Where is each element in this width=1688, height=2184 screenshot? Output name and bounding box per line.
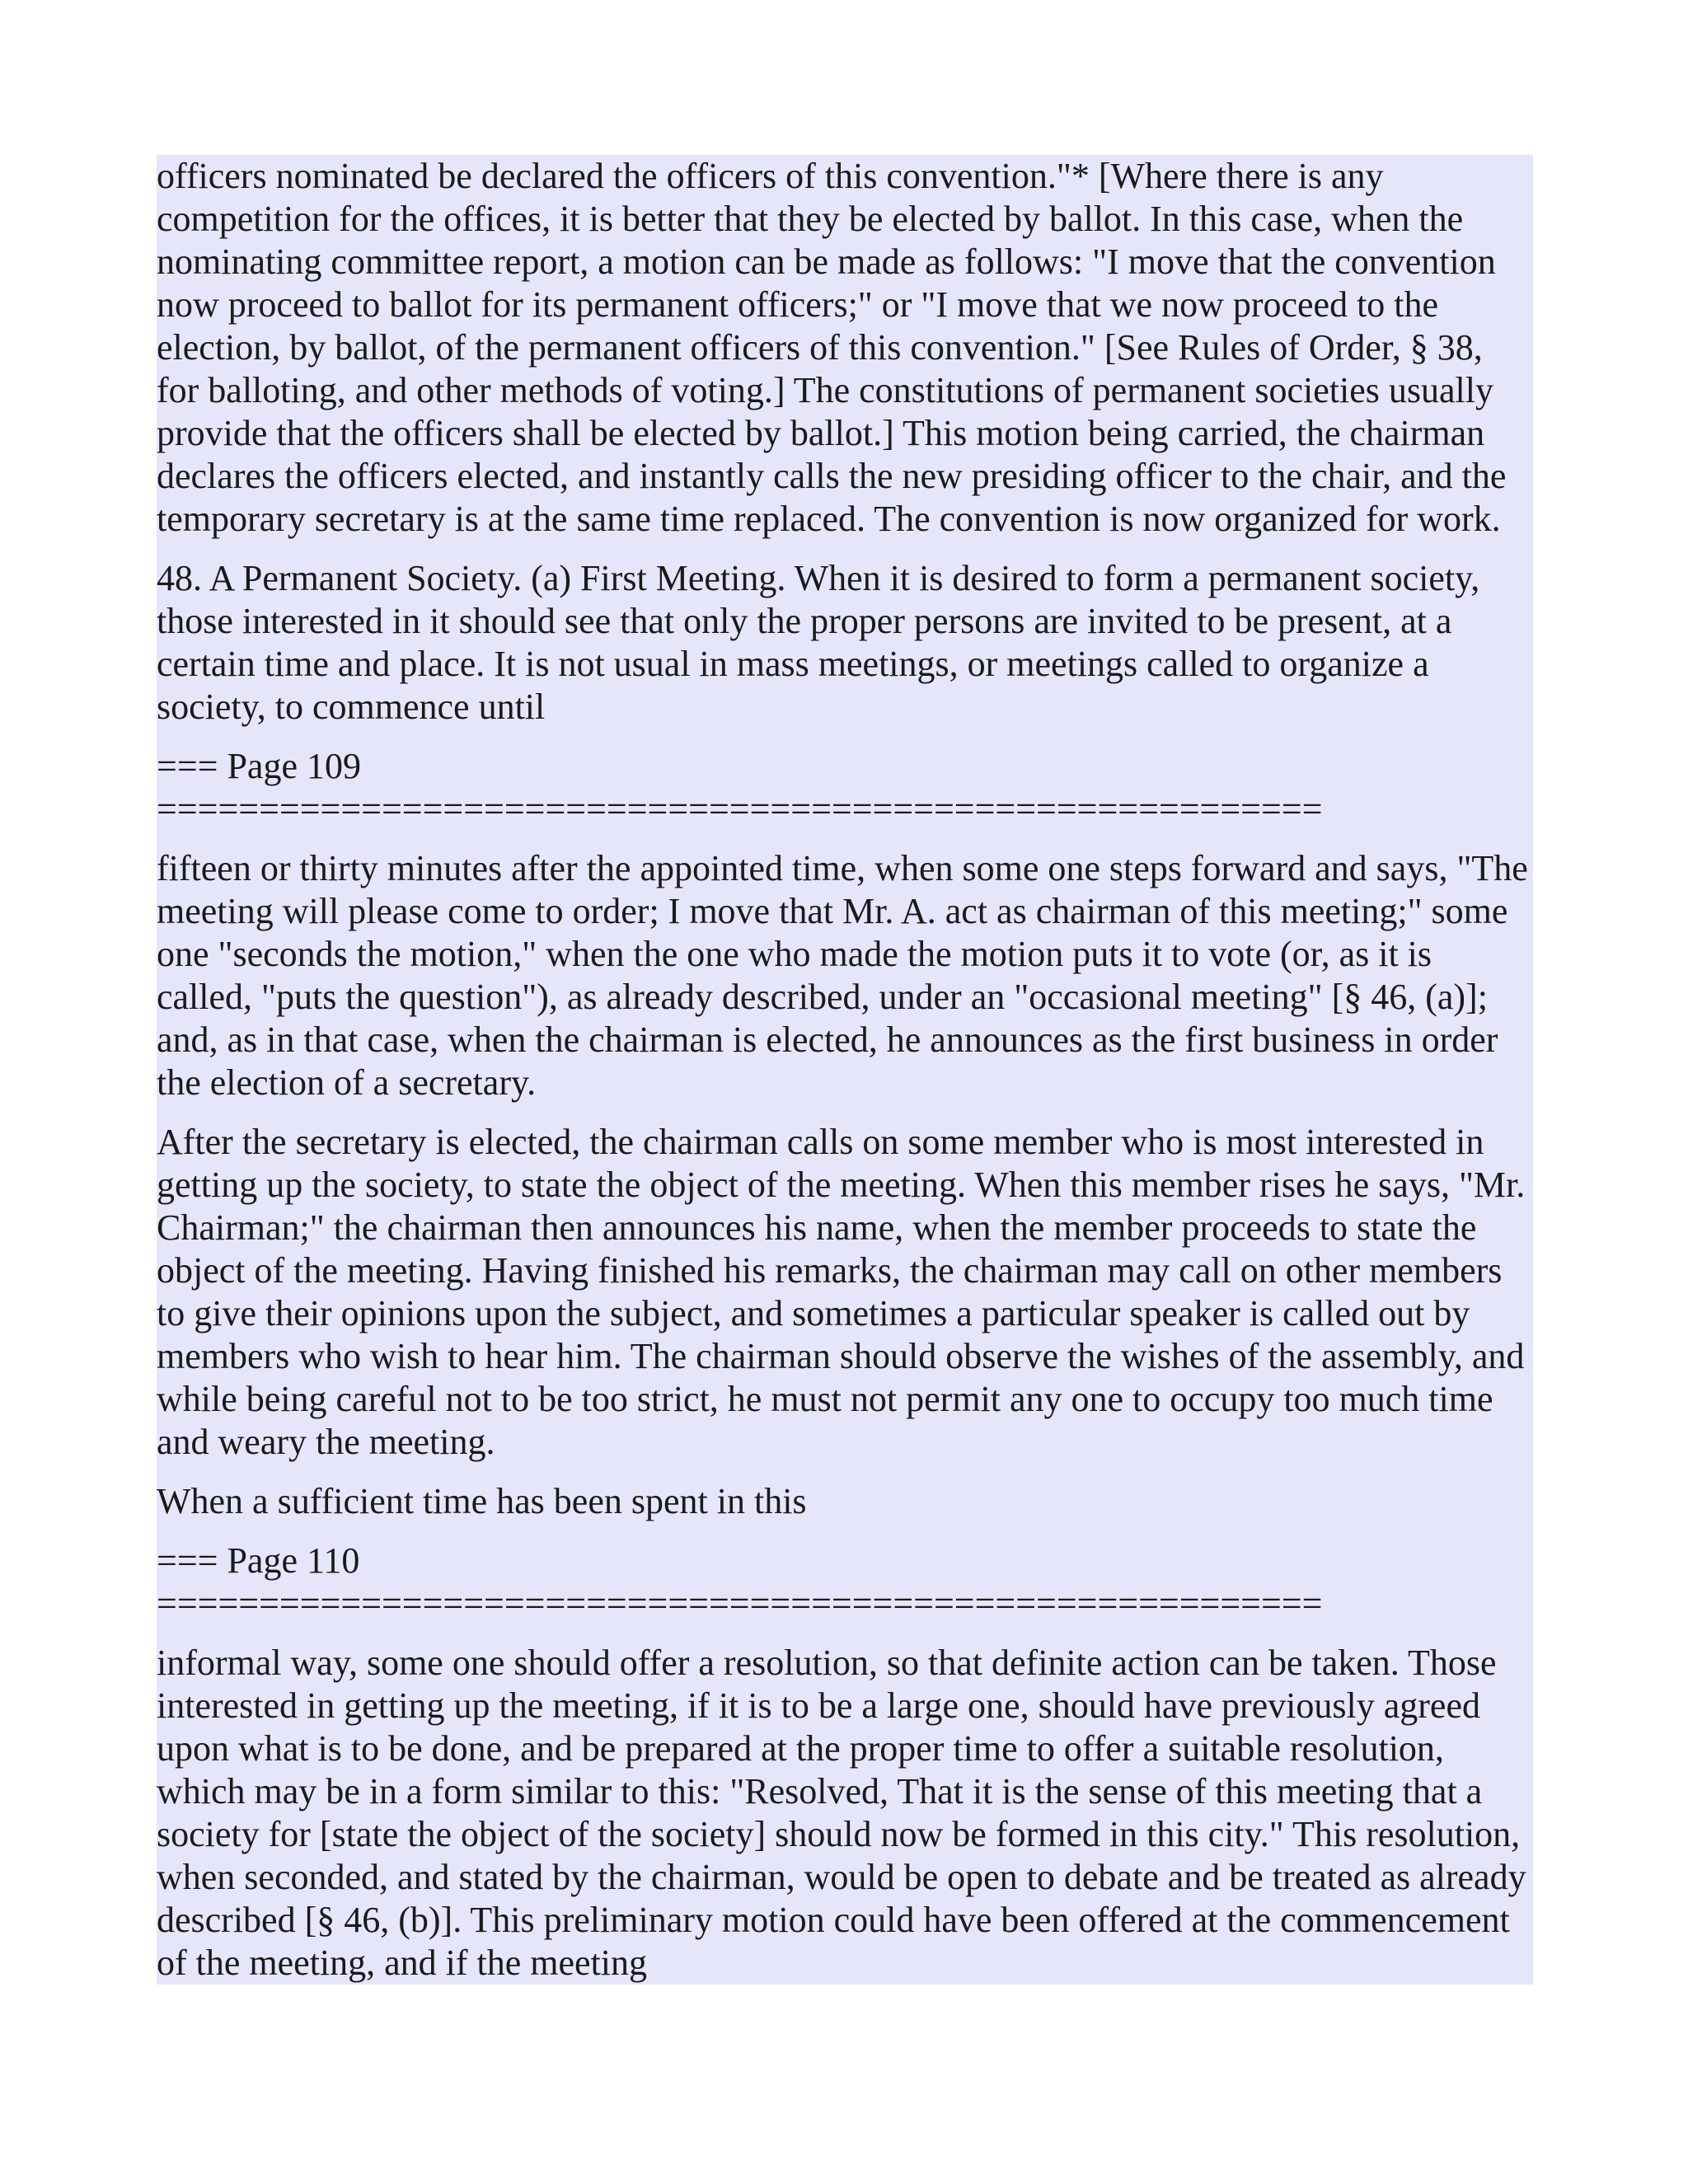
page-divider-rule: =========================================================	[157, 789, 1323, 829]
page-divider-rule: =========================================================	[157, 1583, 1323, 1624]
document-body	[157, 155, 1533, 1985]
paragraph-informal-way: informal way, some one should offer a resolution, so that definite action can be taken. Those interested in getting up the meeting, if it is to be a large one, should have previously agreed upon what is to be done, and be prepared at the proper time to offer a suitable resolution, which may be in a form similar to this: "Resolved, That it is the sense of this meeting that a society for [state the object of the society] should now be formed in this city." This resolution, when seconded, and stated by the chairman, would be open to debate and be treated as already described [§ 46, (b)]. This preliminary motion could have been offered at the commencement of the meeting, and if the meeting	[157, 1643, 1526, 1983]
paragraph-sufficient-time: When a sufficient time has been spent in this	[157, 1481, 807, 1521]
page-break-110	[157, 1540, 1533, 1625]
page-number-label: === Page 109	[157, 746, 361, 786]
paragraph-officers-nominated: officers nominated be declared the officers of this convention."* [Where there is any competition for the offices, it is better that they be elected by ballot. In this case, when the nominating committee report, a motion can be made as follows: "I move that the convention now proceed to ballot for its permanent officers;" or "I move that we now proceed to the election, by ballot, of the permanent officers of this convention." [See Rules of Order, § 38, for balloting, and other methods of voting.] The constitutions of permanent societies usually provide that the officers shall be elected by ballot.] This motion being carried, the chairman declares the officers elected, and instantly calls the new presiding officer to the chair, and the temporary secretary is at the same time replaced. The convention is now organized for work.	[157, 156, 1507, 539]
page-number-label: === Page 110	[157, 1540, 360, 1581]
paragraph-secretary-elected: After the secretary is elected, the chairman calls on some member who is most interested in getting up the society, to state the object of the meeting. When this member rises he says, "Mr. Chairman;" the chairman then announces his name, when the member proceeds to state the object of the meeting. Having finished his remarks, the chairman may call on other members to give their opinions upon the subject, and sometimes a particular speaker is called out by members who wish to hear him. The chairman should observe the wishes of the assembly, and while being careful not to be too strict, he must not permit any one to occupy too much time and weary the meeting.	[157, 1122, 1526, 1462]
paragraph-permanent-society: 48. A Permanent Society. (a) First Meeting. When it is desired to form a permanent society, those interested in it should see that only the proper persons are invited to be present, at a certain time and place. It is not usual in mass meetings, or meetings called to organize a society, to commence until	[157, 558, 1480, 727]
page-break-109	[157, 745, 1533, 831]
paragraph-fifteen-minutes: fifteen or thirty minutes after the appointed time, when some one steps forward and says, "The meeting will please come to order; I move that Mr. A. act as chairman of this meeting;" some one "seconds the motion," when the one who made the motion puts it to vote (or, as it is called, "puts the question"), as already described, under an "occasional meeting" [§ 46, (a)]; and, as in that case, when the chairman is elected, he announces as the first business in order the election of a secretary.	[157, 848, 1528, 1103]
